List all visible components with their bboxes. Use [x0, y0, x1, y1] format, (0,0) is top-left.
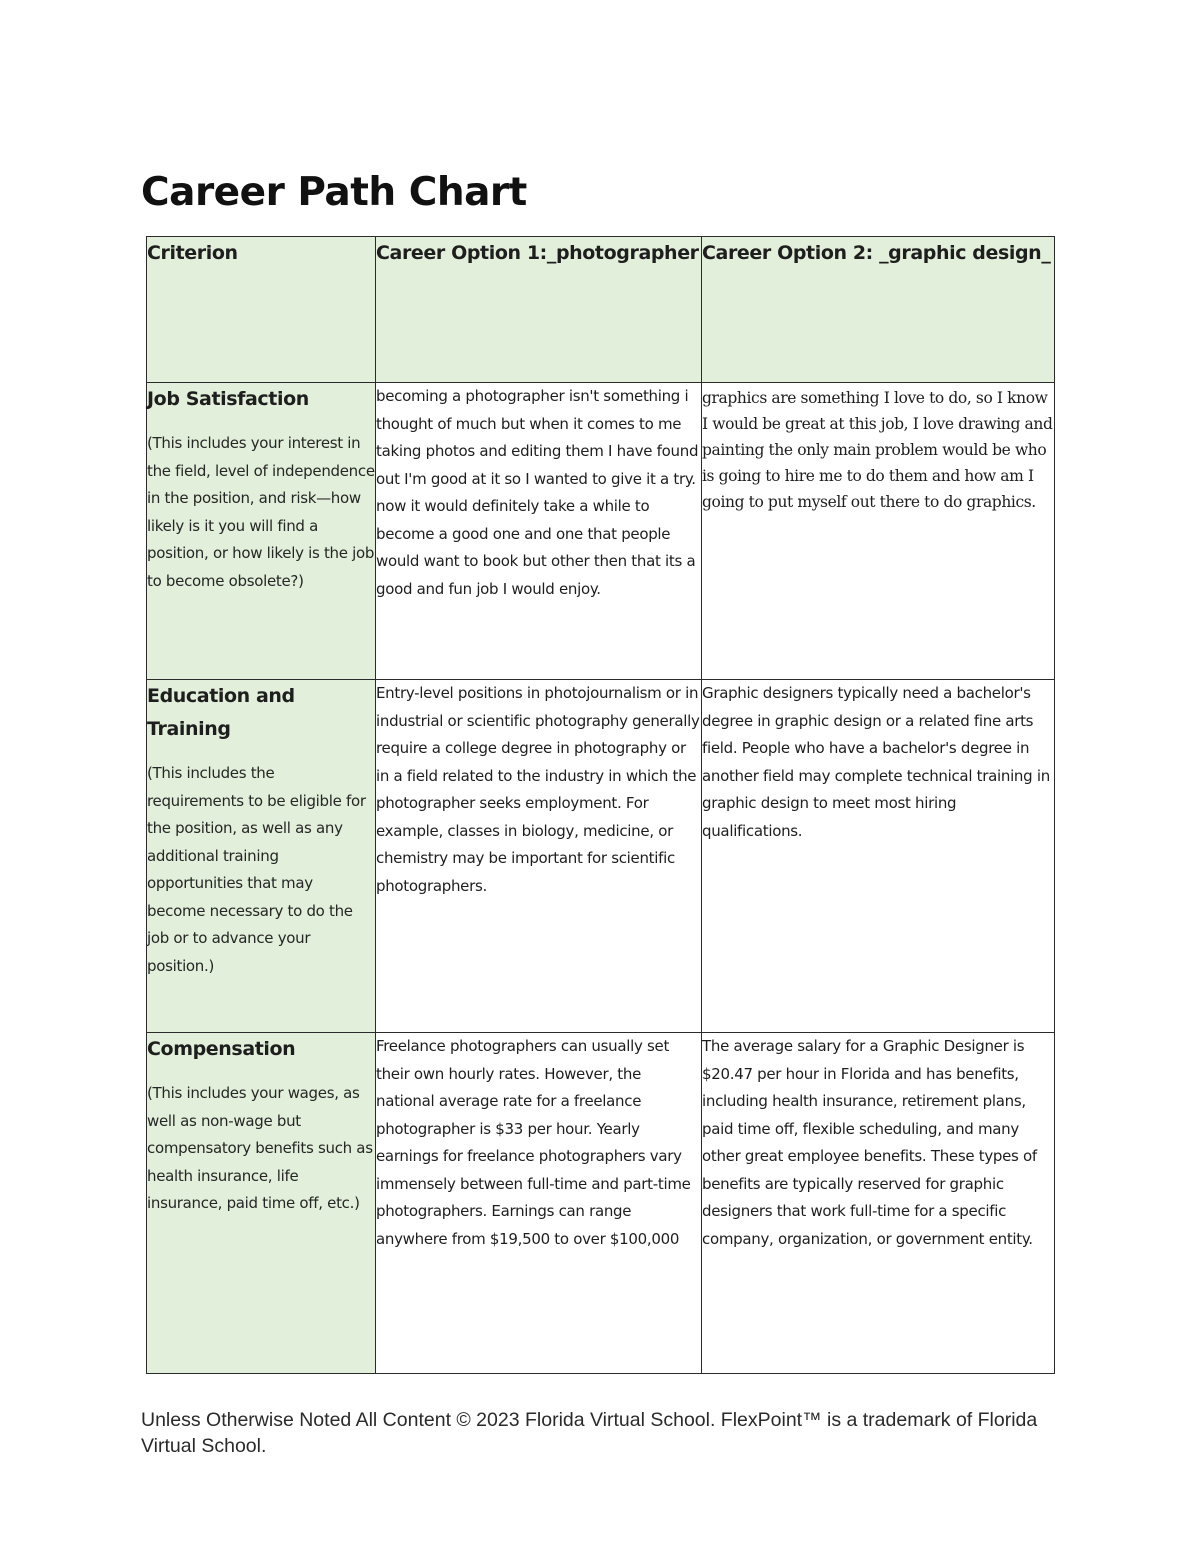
- criterion-cell: [147, 680, 376, 1033]
- option-1-answer: Entry-level positions in photojournalism or in industrial or scientific photography generally require a college degree in photography or in a field related to the industry in which the photographer seeks employment. For example, classes in biology, medicine, or chemistry may be important for scientific photographers.: [376, 680, 702, 1033]
- option-2-answer: Graphic designers typically need a bachelor's degree in graphic design or a related fine arts field. People who have a bachelor's degree in another field may complete technical training in graphic design to meet most hiring qualifications.: [702, 680, 1055, 1033]
- criterion-cell: [147, 383, 376, 680]
- page-title: Career Path Chart: [141, 170, 527, 215]
- option-2-answer: The average salary for a Graphic Designer is $20.47 per hour in Florida and has benefits, including health insurance, retirement plans, paid time off, flexible scheduling, and many other great employee benefits. These types of benefits are typically reserved for graphic designers that work full-time for a specific company, organization, or government entity.: [702, 1033, 1055, 1374]
- criterion-description: (This includes your interest in the field, level of independence in the position, and risk—how likely is it you will find a position, or how likely is the job to become obsolete?): [147, 434, 375, 590]
- table-row-job-satisfaction: [147, 383, 1055, 680]
- criterion-description: (This includes your wages, as well as non-wage but compensatory benefits such as health insurance, life insurance, paid time off, etc.): [147, 1084, 373, 1212]
- table-header-row: [147, 237, 1055, 383]
- criterion-title: Education and Training: [147, 685, 295, 740]
- option-1-answer: becoming a photographer isn't something i thought of much but when it comes to me taking photos and editing them I have found out I'm good at it so I wanted to give it a try. now it would definitely take a while to become a good one and one that people would want to book but other then that its a good and fun job I would enjoy.: [376, 383, 702, 680]
- criterion-description: (This includes the requirements to be eligible for the position, as well as any additional training opportunities that may become necessary to do the job or to advance your position.): [147, 764, 366, 975]
- criterion-cell: [147, 1033, 376, 1374]
- table-row-education-training: [147, 680, 1055, 1033]
- table-row-compensation: [147, 1033, 1055, 1374]
- copyright-footer: Unless Otherwise Noted All Content © 2023 Florida Virtual School. FlexPoint™ is a trademark of Florida Virtual School.: [141, 1409, 1038, 1457]
- header-career-option-1: Career Option 1:_photographer: [376, 237, 702, 383]
- option-1-answer: Freelance photographers can usually set their own hourly rates. However, the national average rate for a freelance photographer is $33 per hour. Yearly earnings for freelance photographers vary immensely between full-time and part-time photographers. Earnings can range anywhere from $19,500 to over $100,000: [376, 1033, 702, 1374]
- criterion-title: Compensation: [147, 1038, 296, 1060]
- header-career-option-2: Career Option 2: _graphic design_: [702, 237, 1055, 383]
- career-path-table: [146, 236, 1055, 1374]
- option-2-answer: graphics are something I love to do, so I know I would be great at this job, I love drawing and painting the only main problem would be who is going to hire me to do them and how am I going to put myself out there to do graphics.: [702, 383, 1055, 680]
- header-criterion: Criterion: [147, 237, 376, 383]
- criterion-title: Job Satisfaction: [147, 388, 309, 410]
